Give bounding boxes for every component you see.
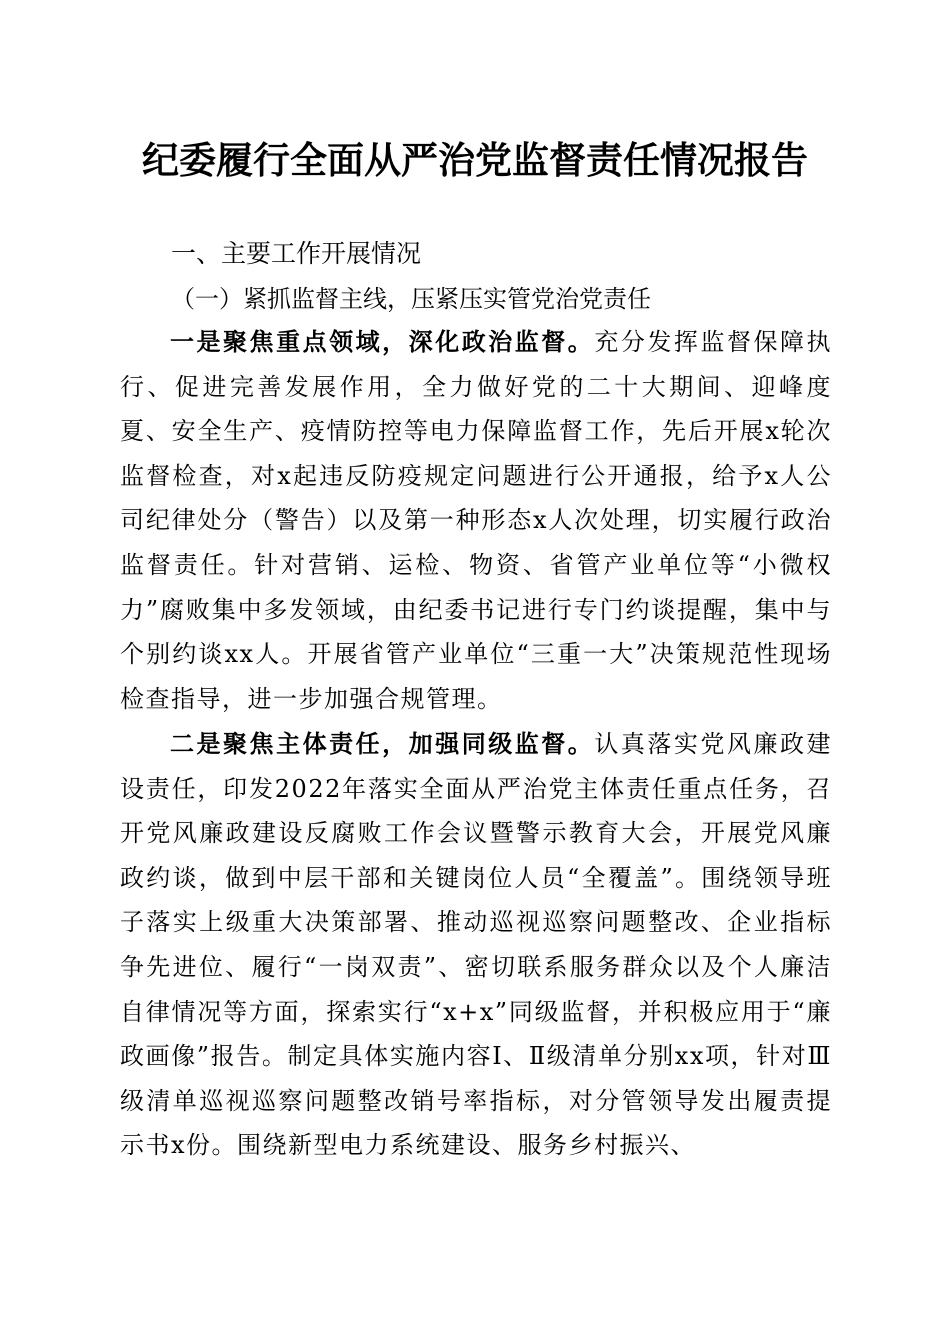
document-title: 纪委履行全面从严治党监督责任情况报告: [142, 138, 808, 182]
paragraph-body: 认真落实党风廉政建设责任，印发2022年落实全面从严治党主体责任重点任务，召开党风廉政建设反腐败工作会议暨警示教育大会，开展党风廉政约谈，做到中层干部和关键岗位人员“全覆盖”。围绕领导班子落实上级重大决策部署、推动巡视巡察问题整改、企业指标争先进位、履行“一岗双责”、密切联系服务群众以及个人廉洁自律情况等方面，探索实行“x+x”同级监督，并积极应用于“廉政画像”报告。制定具体实施内容Ⅰ、Ⅱ级清单分别xx项，针对Ⅲ级清单巡视巡察问题整改销号率指标，对分管领导发出履责提示书x份。围绕新型电力系统建设、服务乡村振兴、: [120, 730, 833, 1160]
paragraph-peer-supervision: [120, 722, 832, 1168]
paragraph-body: 充分发挥监督保障执行、促进完善发展作用，全力做好党的二十大期间、迎峰度夏、安全生产、疫情防控等电力保障监督工作，先后开展x轮次监督检查，对x起违反防疫规定问题进行公开通报，给予x人公司纪律处分（警告）以及第一种形态x人次处理，切实履行政治监督责任。针对营销、运检、物资、省管产业单位等“小微权力”腐败集中多发领域，由纪委书记进行专门约谈提醒，集中与个别约谈xx人。开展省管产业单位“三重一大”决策规范性现场检查指导，进一步加强合规管理。: [120, 328, 833, 713]
paragraph-lead: 一是聚焦重点领域，深化政治监督。: [170, 328, 595, 356]
subsection-heading: （一）紧抓监督主线，压紧压实管党治党责任: [171, 285, 651, 313]
paragraph-lead: 二是聚焦主体责任，加强同级监督。: [170, 730, 595, 758]
section-heading: 一、主要工作开展情况: [171, 239, 422, 268]
paragraph-political-supervision: [120, 320, 832, 721]
